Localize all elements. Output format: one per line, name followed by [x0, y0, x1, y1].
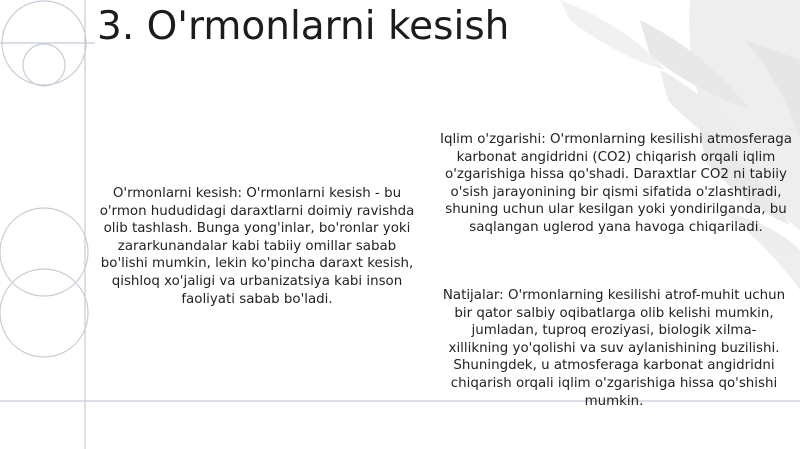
circle-small-top — [23, 44, 65, 86]
consequences-text: Natijalar: O'rmonlarning kesilishi atrof-muhit uchun bir qator salbiy oqibatlarga olib kelishi mumkin, jumladan, tuproq eroziyasi, biologik xilma-xillikning yo'qolishi va suv aylanishining buzilishi. Shuningdek, u atmosferaga karbonat angidridni chiqarish orqali iqlim o'zgarishiga hissa qo'shishi mumkin. — [442, 288, 786, 409]
deforestation-definition-text: O'rmonlarni kesish: O'rmonlarni kesish - bu o'rmon hududidagi daraxtlarni doimiy ravishda olib tashlash. Bunga yong'inlar, bo'ronlar yoki zararkunandalar kabi tabiiy omillar sabab bo'lishi mumkin, lekin ko'pincha daraxt kesish, qishloq xo'jaligi va urbanizatsiya kabi inson faoliyati sabab bo'ladi. — [99, 186, 415, 307]
circle-decoration — [0, 1, 88, 357]
circle-mid — [0, 208, 88, 296]
slide-title: 3. O'rmonlarni kesish — [97, 4, 510, 49]
climate-change-text: Iqlim o'zgarishi: O'rmonlarning kesilishi atmosferaga karbonat angidridni (CO2) chiqarish orqali iqlim o'zgarishiga hissa qo'shadi. Daraxtlar CO2 ni tabiiy o'sish jarayonining bir qismi sifatida o'zlashtiradi, shuning uchun ular kesilgan yoki yondirilganda, bu saqlangan uglerod yana havoga chiqariladi. — [440, 132, 792, 235]
circle-bottom — [0, 269, 88, 357]
